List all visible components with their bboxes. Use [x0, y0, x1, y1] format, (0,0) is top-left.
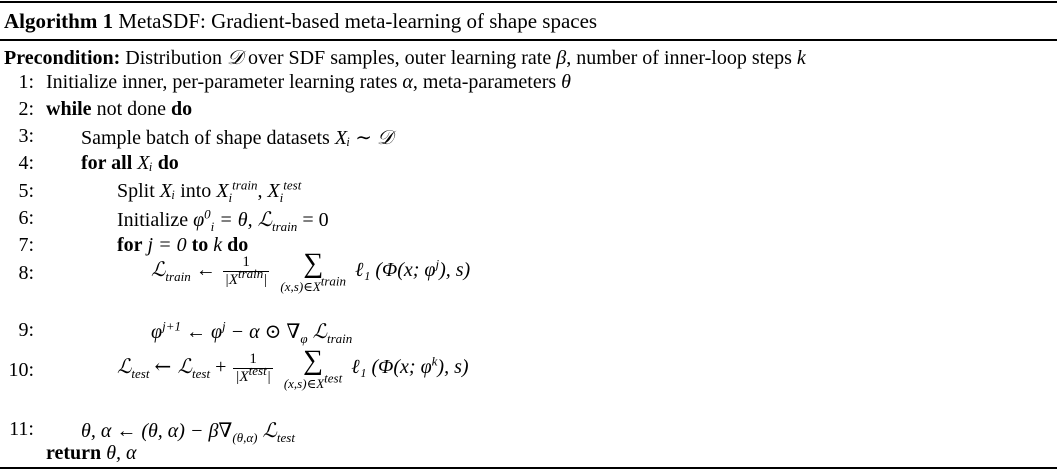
math-distribution: 𝒟	[226, 45, 243, 69]
math-xi: $X_i^{train}$	[216, 177, 258, 205]
math-expression: j = 0	[147, 234, 187, 256]
subscript: test	[192, 366, 211, 382]
subscript: test	[131, 366, 150, 382]
fraction-numerator: 1	[223, 254, 270, 272]
math-expression: = θ,	[219, 209, 253, 231]
line-number: 10:	[8, 359, 34, 381]
superscript: train	[232, 177, 258, 193]
math-phi: φ	[151, 321, 163, 343]
keyword-return: return	[46, 442, 102, 464]
algo-line-1	[46, 71, 571, 94]
keyword-to: to	[191, 234, 209, 256]
math-expression: ℓ₁ (Φ(x; φ	[355, 259, 436, 282]
line-text: Initialize	[117, 209, 189, 231]
algo-line-11	[81, 418, 295, 443]
line-number: 6:	[18, 207, 34, 229]
precondition-text: samples, outer learning rate	[330, 47, 552, 69]
subscript: train	[327, 331, 353, 346]
keyword-do: do	[171, 98, 193, 120]
superscript: test	[283, 177, 302, 193]
subscript: test	[276, 430, 295, 445]
top-rule	[0, 1, 1057, 3]
math-expression: ), s)	[439, 259, 471, 282]
algo-line-2	[46, 98, 192, 121]
line-number: 9:	[18, 319, 34, 341]
math-expression: ← ℒ	[154, 354, 192, 379]
limit-text: (x,s)∈X	[280, 279, 321, 294]
math-expression: = 0	[302, 209, 329, 231]
superscript: test	[324, 370, 343, 386]
math-loss: ℒ	[117, 354, 132, 379]
line-number: 5:	[18, 180, 34, 202]
line-number: 7:	[18, 234, 34, 256]
superscript: train	[238, 266, 264, 281]
line-number: 2:	[18, 98, 34, 120]
algo-line-6	[117, 207, 329, 232]
superscript: j	[222, 318, 226, 334]
line-number: 11:	[9, 418, 34, 440]
precondition-text: over	[247, 47, 284, 69]
algo-line-10	[117, 347, 469, 390]
superscript: k	[431, 353, 438, 369]
phi-symbol: φ	[193, 209, 205, 231]
math-phi: $\varphi^0_i$	[193, 206, 215, 234]
fraction-numerator: 1	[233, 351, 272, 369]
algo-line-4	[81, 152, 179, 175]
math-loss: ℒ	[262, 418, 277, 442]
line-text: Split	[117, 180, 155, 202]
bottom-rule	[0, 467, 1057, 469]
math-expression: θ, α ← (θ, α) − β∇	[81, 420, 233, 442]
algorithm-title	[4, 9, 597, 34]
line-number: 4:	[18, 152, 34, 174]
fraction	[223, 254, 270, 290]
algo-return-line	[46, 442, 137, 465]
math-loss: ℒ	[312, 319, 327, 343]
denominator-text: |X	[235, 369, 249, 385]
superscript: train	[320, 273, 347, 289]
math-plus: +	[215, 356, 227, 379]
math-expression: Xᵢ	[137, 152, 153, 174]
algo-line-9	[151, 319, 352, 344]
math-expression: ), s)	[437, 356, 469, 379]
algorithm-label: Algorithm 1	[4, 9, 114, 33]
title-rule	[0, 39, 1057, 41]
math-expression: Xᵢ ∼ 𝒟	[334, 127, 393, 149]
subscript: φ	[300, 331, 308, 346]
fraction	[233, 351, 272, 387]
keyword-do: do	[227, 234, 249, 256]
math-k: k	[213, 234, 223, 256]
fraction-denominator: $|X^{train}|$	[224, 266, 268, 288]
precondition-text: Distribution	[125, 47, 222, 69]
keyword-do: do	[157, 152, 179, 174]
keyword-while: while	[46, 98, 92, 120]
algorithm-caption: MetaSDF: Gradient-based meta-learning of shape spaces	[118, 9, 598, 33]
math-expression: ℓ₁ (Φ(x; φ	[351, 356, 432, 379]
line-text: , meta-parameters	[412, 71, 557, 93]
summation: ∑ $(x,s)\in X^{train}$	[280, 248, 347, 294]
summation: ∑ $(x,s)\in X^{test}$	[283, 345, 343, 391]
math-k: k	[796, 47, 806, 69]
denominator-text: |X	[224, 272, 238, 288]
precondition-label: Precondition:	[4, 47, 121, 69]
math-xi: Xᵢ	[159, 180, 176, 202]
precondition-text: , number of inner-loop steps	[566, 47, 792, 69]
math-loss: ℒ	[257, 207, 273, 231]
line-text: not done	[96, 98, 166, 120]
math-expression: − α ⊙ ∇	[230, 321, 301, 343]
summation-limit	[280, 273, 347, 294]
precondition-line	[4, 45, 806, 70]
keyword-for: for	[117, 234, 143, 256]
line-text: Initialize inner, per-parameter learning rates	[46, 71, 398, 93]
superscript: j+1	[162, 318, 181, 334]
subscript: train	[165, 269, 191, 285]
line-text: into	[180, 180, 212, 202]
subscript: train	[272, 219, 298, 234]
superscript: test	[248, 363, 267, 378]
subscript: (θ,α)	[232, 430, 258, 445]
fraction-denominator: $|X^{test}|$	[235, 363, 271, 385]
math-arrow: ←	[195, 259, 216, 282]
line-number: 3:	[18, 125, 34, 147]
sdf-term: SDF	[288, 47, 326, 69]
line-number: 1:	[18, 71, 34, 93]
math-loss: ℒ	[151, 257, 166, 282]
keyword-for-all: for all	[81, 152, 133, 174]
math-expression: θ, α	[106, 442, 137, 464]
math-expression: ← φ	[185, 321, 223, 343]
limit-text: (x,s)∈X	[283, 376, 325, 391]
summation-limit	[283, 370, 343, 391]
line-text: Sample batch of shape datasets	[81, 127, 330, 149]
math-beta: β	[556, 47, 567, 69]
algo-line-5: Split Xᵢ into $X_i^{train}$, $X_i^{test}$	[117, 177, 302, 205]
math-xi: $X_i^{test}$	[267, 177, 302, 205]
algo-line-3	[81, 125, 393, 150]
math-theta: θ	[561, 71, 571, 93]
algo-line-8: ℒ$_{train}$ ← 1 $|X^{train}|$ ∑ $(x,s)\in X^{train}$ ℓ₁ (Φ(x; $\varphi^j$), s)	[151, 248, 471, 294]
line-number: 8:	[18, 262, 34, 284]
math-alpha: α	[402, 71, 413, 93]
